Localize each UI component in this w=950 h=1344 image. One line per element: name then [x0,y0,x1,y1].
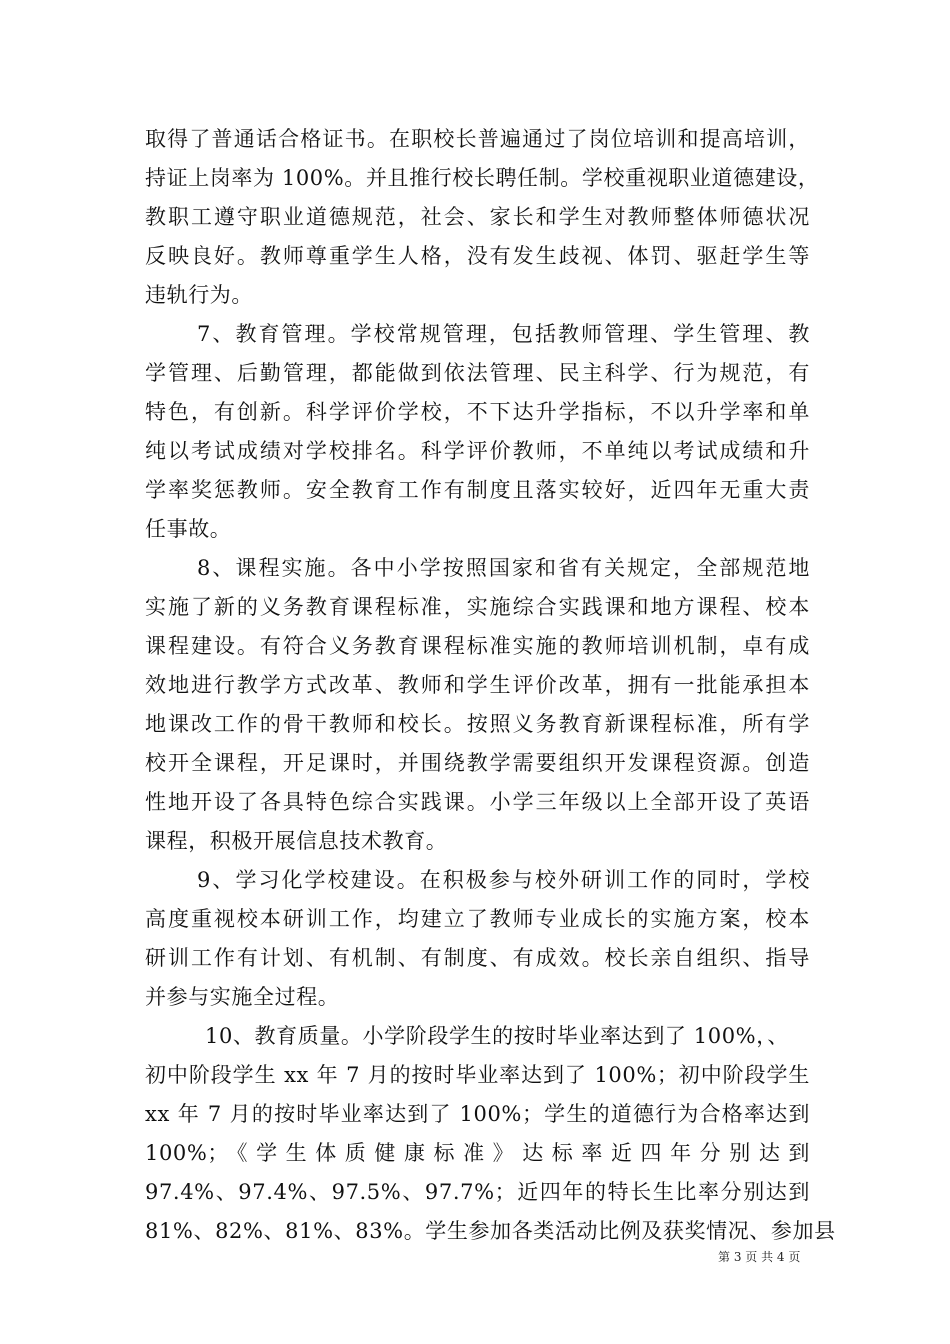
text-line: 高度重视校本研训工作，均建立了教师专业成长的实施方案，校本 [145,907,810,931]
text-line: 性地开设了各具特色综合实践课。小学三年级以上全部开设了英语 [145,790,810,814]
text-line: 学率奖惩教师。安全教育工作有制度且落实较好，近四年无重大责 [145,478,810,502]
text-line: 地课改工作的骨干教师和校长。按照义务教育新课程标准，所有学 [145,712,810,736]
text-line: 课程，积极开展信息技术教育。 [145,829,448,853]
text-line: 初中阶段学生 xx 年 7 月的按时毕业率达到了 100%；初中阶段学生 [145,1063,810,1087]
text-line: 97.4%、97.4%、97.5%、97.7%；近四年的特长生比率分别达到 [145,1180,810,1204]
text-line: 违轨行为。 [145,283,253,307]
text-line: 取得了普通话合格证书。在职校长普遍通过了岗位培训和提高培训， [145,127,810,151]
text-line: 100%；《学生体质健康标准》达标率近四年分别达到 [145,1141,810,1165]
body-text [145,120,836,1251]
text-line: 并参与实施全过程。 [145,985,340,1009]
paragraph-start-line: 10、教育质量。小学阶段学生的按时毕业率达到了 100%，、 [205,1024,789,1048]
paragraph-start-line: 8、课程实施。各中小学按照国家和省有关规定，全部规范地 [197,556,810,580]
text-line: 校开全课程，开足课时，并围绕教学需要组织开发课程资源。创造 [145,751,810,775]
paragraph-start-line: 7、教育管理。学校常规管理，包括教师管理、学生管理、教 [197,322,810,346]
page-number-footer: 第 3 页 共 4 页 [718,1250,801,1264]
text-line: 纯以考试成绩对学校排名。科学评价教师，不单纯以考试成绩和升 [145,439,810,463]
text-line: 实施了新的义务教育课程标准，实施综合实践课和地方课程、校本 [145,595,810,619]
paragraph-start-line: 9、学习化学校建设。在积极参与校外研训工作的同时，学校 [197,868,810,892]
text-line: 任事故。 [145,517,232,541]
text-line: 持证上岗率为 100%。并且推行校长聘任制。学校重视职业道德建设， [145,166,820,190]
text-line: 教职工遵守职业道德规范，社会、家长和学生对教师整体师德状况 [145,205,810,229]
text-line: xx 年 7 月的按时毕业率达到了 100%；学生的道德行为合格率达到 [145,1102,810,1126]
text-line: 81%、82%、81%、83%。学生参加各类活动比例及获奖情况、参加县 [145,1219,836,1243]
text-line: 效地进行教学方式改革、教师和学生评价改革，拥有一批能承担本 [145,673,810,697]
text-line: 反映良好。教师尊重学生人格，没有发生歧视、体罚、驱赶学生等 [145,244,810,268]
text-line: 学管理、后勤管理，都能做到依法管理、民主科学、行为规范，有 [145,361,810,385]
text-line: 课程建设。有符合义务教育课程标准实施的教师培训机制，卓有成 [145,634,810,658]
text-line: 研训工作有计划、有机制、有制度、有成效。校长亲自组织、指导 [145,946,810,970]
text-line: 特色，有创新。科学评价学校，不下达升学指标，不以升学率和单 [145,400,810,424]
